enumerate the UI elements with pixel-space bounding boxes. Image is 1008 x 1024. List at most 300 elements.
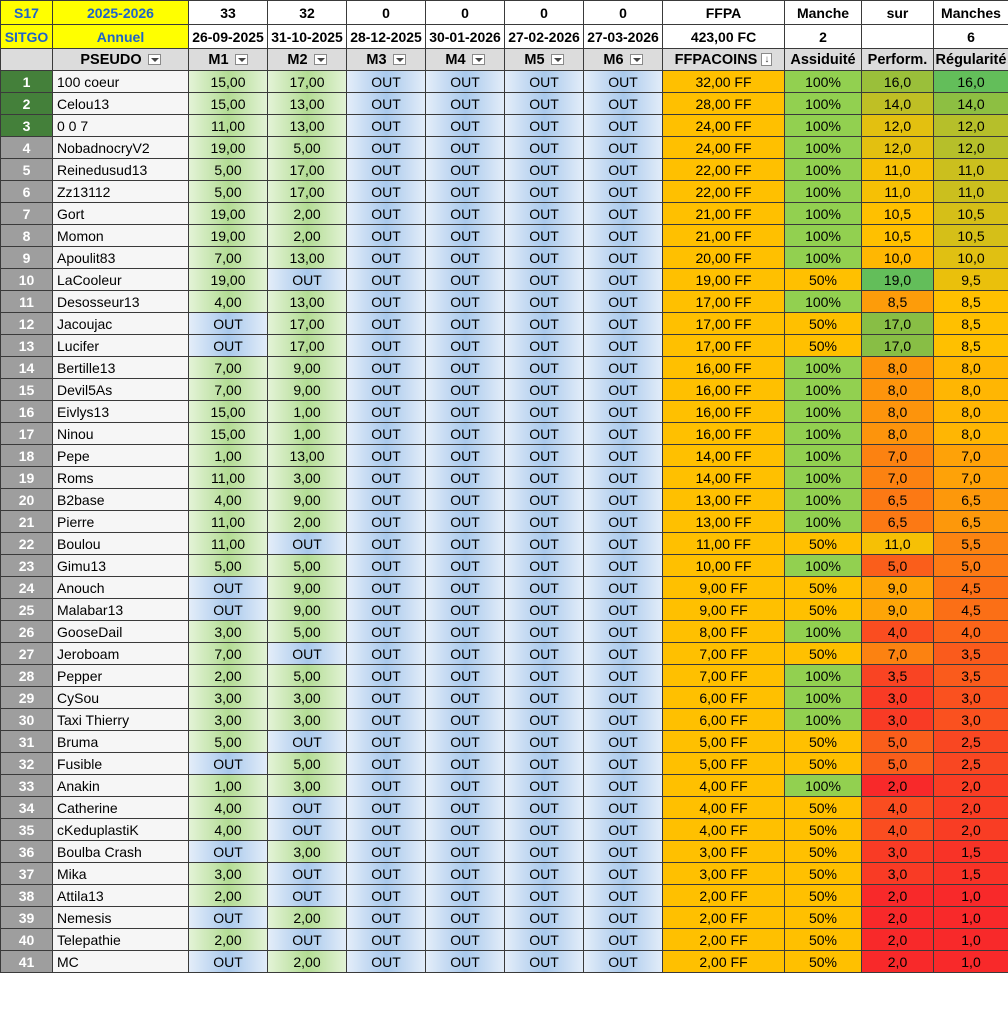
regularite-cell[interactable]: 8,0: [934, 401, 1008, 423]
assiduite-cell[interactable]: 100%: [785, 401, 862, 423]
manche-6-score-cell[interactable]: OUT: [584, 885, 663, 907]
rank-cell[interactable]: 27: [1, 643, 53, 665]
ffpacoins-cell[interactable]: 5,00 FF: [663, 731, 785, 753]
rank-cell[interactable]: 7: [1, 203, 53, 225]
performance-cell[interactable]: 11,0: [862, 159, 934, 181]
manche-3-score-cell[interactable]: OUT: [347, 511, 426, 533]
perform-header[interactable]: Perform.: [862, 49, 934, 71]
manche-2-score-cell[interactable]: 2,00: [268, 203, 347, 225]
assiduite-cell[interactable]: 50%: [785, 951, 862, 973]
m3-date-cell[interactable]: 28-12-2025: [347, 25, 426, 49]
player-name-cell[interactable]: Anouch: [53, 577, 189, 599]
filter-dropdown-icon[interactable]: [314, 54, 327, 65]
manche-3-score-cell[interactable]: OUT: [347, 841, 426, 863]
manche-6-score-cell[interactable]: OUT: [584, 137, 663, 159]
regularite-cell[interactable]: 3,0: [934, 687, 1008, 709]
ffpacoins-cell[interactable]: 28,00 FF: [663, 93, 785, 115]
regularite-cell[interactable]: 10,5: [934, 203, 1008, 225]
manche-4-score-cell[interactable]: OUT: [426, 753, 505, 775]
manche-2-score-cell[interactable]: 2,00: [268, 511, 347, 533]
regularite-cell[interactable]: 4,5: [934, 599, 1008, 621]
player-name-cell[interactable]: Apoulit83: [53, 247, 189, 269]
manche-1-score-cell[interactable]: 7,00: [189, 357, 268, 379]
manche-2-score-cell[interactable]: OUT: [268, 929, 347, 951]
m1-header[interactable]: [189, 49, 268, 71]
manche-5-score-cell[interactable]: OUT: [505, 115, 584, 137]
manche-3-score-cell[interactable]: OUT: [347, 467, 426, 489]
manche-2-score-cell[interactable]: 5,00: [268, 555, 347, 577]
player-name-cell[interactable]: Jacoujac: [53, 313, 189, 335]
manche-3-score-cell[interactable]: OUT: [347, 709, 426, 731]
manche-4-score-cell[interactable]: OUT: [426, 797, 505, 819]
assiduite-cell[interactable]: 50%: [785, 819, 862, 841]
manche-6-score-cell[interactable]: OUT: [584, 951, 663, 973]
regularite-cell[interactable]: 3,5: [934, 665, 1008, 687]
manche-2-score-cell[interactable]: 17,00: [268, 159, 347, 181]
manche-5-score-cell[interactable]: OUT: [505, 951, 584, 973]
assiduite-cell[interactable]: 100%: [785, 357, 862, 379]
m2-date-cell[interactable]: 31-10-2025: [268, 25, 347, 49]
manche-4-score-cell[interactable]: OUT: [426, 841, 505, 863]
regularite-cell[interactable]: 1,0: [934, 929, 1008, 951]
ffpacoins-cell[interactable]: 13,00 FF: [663, 511, 785, 533]
manche-6-score-cell[interactable]: OUT: [584, 335, 663, 357]
manche-1-score-cell[interactable]: 19,00: [189, 269, 268, 291]
regularite-cell[interactable]: 1,0: [934, 951, 1008, 973]
manche-2-score-cell[interactable]: 9,00: [268, 577, 347, 599]
performance-cell[interactable]: 4,0: [862, 819, 934, 841]
ffpacoins-cell[interactable]: 17,00 FF: [663, 313, 785, 335]
manche-3-score-cell[interactable]: OUT: [347, 181, 426, 203]
manche-2-score-cell[interactable]: 5,00: [268, 753, 347, 775]
manche-4-score-cell[interactable]: OUT: [426, 599, 505, 621]
filter-dropdown-icon[interactable]: [630, 54, 643, 65]
manche-5-score-cell[interactable]: OUT: [505, 445, 584, 467]
assiduite-cell[interactable]: 50%: [785, 841, 862, 863]
manche-5-score-cell[interactable]: OUT: [505, 533, 584, 555]
manche-4-score-cell[interactable]: OUT: [426, 533, 505, 555]
manche-6-score-cell[interactable]: OUT: [584, 753, 663, 775]
manche-2-score-cell[interactable]: 17,00: [268, 71, 347, 93]
manche-5-score-cell[interactable]: OUT: [505, 203, 584, 225]
player-name-cell[interactable]: Eivlys13: [53, 401, 189, 423]
manche-2-score-cell[interactable]: 17,00: [268, 313, 347, 335]
ffpacoins-cell[interactable]: 6,00 FF: [663, 709, 785, 731]
manche-6-score-cell[interactable]: OUT: [584, 379, 663, 401]
manche-4-score-cell[interactable]: OUT: [426, 335, 505, 357]
ffpacoins-cell[interactable]: 21,00 FF: [663, 225, 785, 247]
player-name-cell[interactable]: Celou13: [53, 93, 189, 115]
assiduite-cell[interactable]: 50%: [785, 753, 862, 775]
manche-3-score-cell[interactable]: OUT: [347, 137, 426, 159]
filter-dropdown-icon[interactable]: [148, 54, 161, 65]
m5-header[interactable]: [505, 49, 584, 71]
manche-6-score-cell[interactable]: OUT: [584, 291, 663, 313]
manche-2-score-cell[interactable]: OUT: [268, 819, 347, 841]
manche-2-score-cell[interactable]: 5,00: [268, 621, 347, 643]
player-name-cell[interactable]: Zz13112: [53, 181, 189, 203]
manche-3-score-cell[interactable]: OUT: [347, 489, 426, 511]
performance-cell[interactable]: 8,0: [862, 357, 934, 379]
ffpacoins-cell[interactable]: 9,00 FF: [663, 599, 785, 621]
ffpacoins-cell[interactable]: 3,00 FF: [663, 863, 785, 885]
regularite-cell[interactable]: 2,5: [934, 731, 1008, 753]
player-name-cell[interactable]: Taxi Thierry: [53, 709, 189, 731]
manche-3-score-cell[interactable]: OUT: [347, 665, 426, 687]
manche-6-score-cell[interactable]: OUT: [584, 423, 663, 445]
manche-4-score-cell[interactable]: OUT: [426, 93, 505, 115]
manche-4-score-cell[interactable]: OUT: [426, 775, 505, 797]
total-coins-cell[interactable]: 423,00 FC: [663, 25, 785, 49]
regularite-cell[interactable]: 3,5: [934, 643, 1008, 665]
ffpacoins-cell[interactable]: 7,00 FF: [663, 643, 785, 665]
rank-cell[interactable]: 14: [1, 357, 53, 379]
manche-5-score-cell[interactable]: OUT: [505, 621, 584, 643]
rank-cell[interactable]: 29: [1, 687, 53, 709]
manche-1-score-cell[interactable]: 2,00: [189, 929, 268, 951]
regularite-cell[interactable]: 6,5: [934, 511, 1008, 533]
manche-1-score-cell[interactable]: 15,00: [189, 423, 268, 445]
manche-2-score-cell[interactable]: 13,00: [268, 247, 347, 269]
manche-5-score-cell[interactable]: OUT: [505, 753, 584, 775]
manche-4-score-cell[interactable]: OUT: [426, 423, 505, 445]
manche-1-score-cell[interactable]: 3,00: [189, 687, 268, 709]
player-name-cell[interactable]: Malabar13: [53, 599, 189, 621]
manche-1-score-cell[interactable]: 15,00: [189, 93, 268, 115]
manche-6-score-cell[interactable]: OUT: [584, 203, 663, 225]
manche-6-score-cell[interactable]: OUT: [584, 159, 663, 181]
manche-6-score-cell[interactable]: OUT: [584, 775, 663, 797]
manche-5-score-cell[interactable]: OUT: [505, 225, 584, 247]
manche-2-score-cell[interactable]: 3,00: [268, 841, 347, 863]
assiduite-cell[interactable]: 100%: [785, 181, 862, 203]
regularite-cell[interactable]: 3,0: [934, 709, 1008, 731]
manche-2-score-cell[interactable]: OUT: [268, 797, 347, 819]
performance-cell[interactable]: 17,0: [862, 313, 934, 335]
manche-2-score-cell[interactable]: 3,00: [268, 467, 347, 489]
manche-6-score-cell[interactable]: OUT: [584, 665, 663, 687]
manche-2-score-cell[interactable]: 13,00: [268, 291, 347, 313]
performance-cell[interactable]: 9,0: [862, 599, 934, 621]
performance-cell[interactable]: 10,0: [862, 247, 934, 269]
assiduite-cell[interactable]: 50%: [785, 731, 862, 753]
manche-5-score-cell[interactable]: OUT: [505, 577, 584, 599]
rank-cell[interactable]: 37: [1, 863, 53, 885]
regularite-cell[interactable]: 2,5: [934, 753, 1008, 775]
performance-cell[interactable]: 3,0: [862, 709, 934, 731]
manche-1-score-cell[interactable]: 11,00: [189, 533, 268, 555]
player-name-cell[interactable]: Ninou: [53, 423, 189, 445]
manche-4-score-cell[interactable]: OUT: [426, 577, 505, 599]
ffpacoins-cell[interactable]: 22,00 FF: [663, 159, 785, 181]
manche-5-score-cell[interactable]: OUT: [505, 137, 584, 159]
manche-4-score-cell[interactable]: OUT: [426, 951, 505, 973]
manche-6-score-cell[interactable]: OUT: [584, 93, 663, 115]
regularite-cell[interactable]: 1,5: [934, 841, 1008, 863]
manche-5-score-cell[interactable]: OUT: [505, 929, 584, 951]
manche-4-score-cell[interactable]: OUT: [426, 709, 505, 731]
manche-6-score-cell[interactable]: OUT: [584, 643, 663, 665]
manche-2-score-cell[interactable]: 17,00: [268, 335, 347, 357]
manche-1-score-cell[interactable]: OUT: [189, 313, 268, 335]
player-name-cell[interactable]: Bruma: [53, 731, 189, 753]
performance-cell[interactable]: 5,0: [862, 555, 934, 577]
manche-2-score-cell[interactable]: 13,00: [268, 93, 347, 115]
assiduite-cell[interactable]: 100%: [785, 621, 862, 643]
manche-1-score-cell[interactable]: 1,00: [189, 775, 268, 797]
rank-cell[interactable]: 38: [1, 885, 53, 907]
assiduite-cell[interactable]: 100%: [785, 687, 862, 709]
manche-1-score-cell[interactable]: 11,00: [189, 511, 268, 533]
assiduite-cell[interactable]: 50%: [785, 533, 862, 555]
manche-3-score-cell[interactable]: OUT: [347, 203, 426, 225]
regularite-cell[interactable]: 11,0: [934, 181, 1008, 203]
manche-3-score-cell[interactable]: OUT: [347, 247, 426, 269]
filter-dropdown-icon[interactable]: [551, 54, 564, 65]
manche-6-score-cell[interactable]: OUT: [584, 313, 663, 335]
m1-count-cell[interactable]: 33: [189, 1, 268, 25]
manche-5-score-cell[interactable]: OUT: [505, 93, 584, 115]
manche-1-score-cell[interactable]: 15,00: [189, 71, 268, 93]
manche-6-score-cell[interactable]: OUT: [584, 225, 663, 247]
player-name-cell[interactable]: Boulba Crash: [53, 841, 189, 863]
manche-1-score-cell[interactable]: 19,00: [189, 203, 268, 225]
manche-1-score-cell[interactable]: 19,00: [189, 137, 268, 159]
performance-cell[interactable]: 8,0: [862, 379, 934, 401]
performance-cell[interactable]: 10,5: [862, 225, 934, 247]
manche-6-score-cell[interactable]: OUT: [584, 929, 663, 951]
manche-2-score-cell[interactable]: 5,00: [268, 137, 347, 159]
performance-cell[interactable]: 6,5: [862, 511, 934, 533]
ffpacoins-cell[interactable]: 24,00 FF: [663, 115, 785, 137]
manche-4-score-cell[interactable]: OUT: [426, 885, 505, 907]
manche-3-score-cell[interactable]: OUT: [347, 687, 426, 709]
rank-cell[interactable]: 3: [1, 115, 53, 137]
rank-cell[interactable]: 31: [1, 731, 53, 753]
ffpacoins-cell[interactable]: 2,00 FF: [663, 929, 785, 951]
player-name-cell[interactable]: cKeduplastiK: [53, 819, 189, 841]
regularite-cell[interactable]: 8,5: [934, 291, 1008, 313]
m4-date-cell[interactable]: 30-01-2026: [426, 25, 505, 49]
performance-cell[interactable]: 16,0: [862, 71, 934, 93]
manche-4-score-cell[interactable]: OUT: [426, 181, 505, 203]
m4-header[interactable]: [426, 49, 505, 71]
manche-5-score-cell[interactable]: OUT: [505, 269, 584, 291]
manche-4-score-cell[interactable]: OUT: [426, 115, 505, 137]
m6-date-cell[interactable]: 27-03-2026: [584, 25, 663, 49]
manche-1-score-cell[interactable]: 5,00: [189, 159, 268, 181]
manche-5-score-cell[interactable]: OUT: [505, 313, 584, 335]
rank-cell[interactable]: 32: [1, 753, 53, 775]
manche-6-score-cell[interactable]: OUT: [584, 489, 663, 511]
manche-3-score-cell[interactable]: OUT: [347, 335, 426, 357]
manche-1-score-cell[interactable]: OUT: [189, 951, 268, 973]
manche-3-score-cell[interactable]: OUT: [347, 423, 426, 445]
manche-1-score-cell[interactable]: 5,00: [189, 555, 268, 577]
performance-cell[interactable]: 2,0: [862, 885, 934, 907]
event-type-cell[interactable]: SITGO: [1, 25, 53, 49]
ffpacoins-cell[interactable]: 19,00 FF: [663, 269, 785, 291]
rank-cell[interactable]: 41: [1, 951, 53, 973]
player-name-cell[interactable]: LaCooleur: [53, 269, 189, 291]
manche-2-score-cell[interactable]: 1,00: [268, 423, 347, 445]
assiduite-cell[interactable]: 100%: [785, 775, 862, 797]
manche-6-score-cell[interactable]: OUT: [584, 731, 663, 753]
manche-3-score-cell[interactable]: OUT: [347, 533, 426, 555]
manche-2-score-cell[interactable]: OUT: [268, 863, 347, 885]
regularite-cell[interactable]: 9,5: [934, 269, 1008, 291]
manche-1-score-cell[interactable]: 4,00: [189, 819, 268, 841]
filter-dropdown-icon[interactable]: [472, 54, 485, 65]
manche-1-score-cell[interactable]: 7,00: [189, 643, 268, 665]
assiduite-cell[interactable]: 50%: [785, 269, 862, 291]
ffpacoins-cell[interactable]: 2,00 FF: [663, 951, 785, 973]
manche-5-score-cell[interactable]: OUT: [505, 775, 584, 797]
manche-2-score-cell[interactable]: OUT: [268, 269, 347, 291]
player-name-cell[interactable]: Jeroboam: [53, 643, 189, 665]
player-name-cell[interactable]: GooseDail: [53, 621, 189, 643]
manche-2-score-cell[interactable]: 13,00: [268, 445, 347, 467]
manche-6-score-cell[interactable]: OUT: [584, 181, 663, 203]
manche-5-score-cell[interactable]: OUT: [505, 819, 584, 841]
manche-title-cell[interactable]: Manche: [785, 1, 862, 25]
manche-1-score-cell[interactable]: 19,00: [189, 225, 268, 247]
ffpacoins-cell[interactable]: 16,00 FF: [663, 357, 785, 379]
manche-5-score-cell[interactable]: OUT: [505, 489, 584, 511]
performance-cell[interactable]: 7,0: [862, 643, 934, 665]
ffpacoins-cell[interactable]: 2,00 FF: [663, 885, 785, 907]
performance-cell[interactable]: 11,0: [862, 533, 934, 555]
player-name-cell[interactable]: Telepathie: [53, 929, 189, 951]
manche-2-score-cell[interactable]: 2,00: [268, 907, 347, 929]
performance-cell[interactable]: 10,5: [862, 203, 934, 225]
season-cell[interactable]: 2025-2026: [53, 1, 189, 25]
manche-2-score-cell[interactable]: 1,00: [268, 401, 347, 423]
manche-5-score-cell[interactable]: OUT: [505, 335, 584, 357]
manche-5-score-cell[interactable]: OUT: [505, 291, 584, 313]
manche-1-score-cell[interactable]: 4,00: [189, 489, 268, 511]
manche-4-score-cell[interactable]: OUT: [426, 269, 505, 291]
assiduite-cell[interactable]: 50%: [785, 313, 862, 335]
performance-cell[interactable]: 12,0: [862, 115, 934, 137]
manche-1-score-cell[interactable]: 5,00: [189, 181, 268, 203]
manche-3-score-cell[interactable]: OUT: [347, 731, 426, 753]
manche-5-score-cell[interactable]: OUT: [505, 687, 584, 709]
manche-2-score-cell[interactable]: 2,00: [268, 951, 347, 973]
performance-cell[interactable]: 4,0: [862, 797, 934, 819]
performance-cell[interactable]: 14,0: [862, 93, 934, 115]
ffpacoins-cell[interactable]: 11,00 FF: [663, 533, 785, 555]
manche-3-score-cell[interactable]: OUT: [347, 599, 426, 621]
performance-cell[interactable]: 3,5: [862, 665, 934, 687]
ffpacoins-cell[interactable]: 16,00 FF: [663, 379, 785, 401]
manche-6-score-cell[interactable]: OUT: [584, 577, 663, 599]
performance-cell[interactable]: 2,0: [862, 951, 934, 973]
m3-header[interactable]: [347, 49, 426, 71]
manche-2-score-cell[interactable]: 13,00: [268, 115, 347, 137]
assiduite-cell[interactable]: 100%: [785, 511, 862, 533]
rank-cell[interactable]: 11: [1, 291, 53, 313]
player-name-cell[interactable]: Pepe: [53, 445, 189, 467]
manche-4-score-cell[interactable]: OUT: [426, 929, 505, 951]
manche-1-score-cell[interactable]: 3,00: [189, 863, 268, 885]
rank-cell[interactable]: 21: [1, 511, 53, 533]
rank-cell[interactable]: 12: [1, 313, 53, 335]
manche-2-score-cell[interactable]: OUT: [268, 731, 347, 753]
regularite-header[interactable]: Régularité: [934, 49, 1008, 71]
assiduite-cell[interactable]: 50%: [785, 885, 862, 907]
manche-3-score-cell[interactable]: OUT: [347, 401, 426, 423]
ffpacoins-cell[interactable]: 3,00 FF: [663, 841, 785, 863]
manche-6-score-cell[interactable]: OUT: [584, 401, 663, 423]
manche-4-score-cell[interactable]: OUT: [426, 247, 505, 269]
manche-3-score-cell[interactable]: OUT: [347, 225, 426, 247]
manche-3-score-cell[interactable]: OUT: [347, 753, 426, 775]
player-name-cell[interactable]: Mika: [53, 863, 189, 885]
rank-cell[interactable]: 8: [1, 225, 53, 247]
player-name-cell[interactable]: Lucifer: [53, 335, 189, 357]
performance-cell[interactable]: 7,0: [862, 445, 934, 467]
player-name-cell[interactable]: Pepper: [53, 665, 189, 687]
rank-cell[interactable]: 16: [1, 401, 53, 423]
ffpacoins-cell[interactable]: 9,00 FF: [663, 577, 785, 599]
manche-5-score-cell[interactable]: OUT: [505, 709, 584, 731]
performance-cell[interactable]: 7,0: [862, 467, 934, 489]
manche-3-score-cell[interactable]: OUT: [347, 93, 426, 115]
player-name-cell[interactable]: MC: [53, 951, 189, 973]
manche-6-score-cell[interactable]: OUT: [584, 841, 663, 863]
manche-4-score-cell[interactable]: OUT: [426, 511, 505, 533]
manche-6-score-cell[interactable]: OUT: [584, 797, 663, 819]
rank-cell[interactable]: 34: [1, 797, 53, 819]
assiduite-cell[interactable]: 100%: [785, 423, 862, 445]
manche-1-score-cell[interactable]: 4,00: [189, 797, 268, 819]
regularite-cell[interactable]: 2,0: [934, 797, 1008, 819]
m2-header[interactable]: [268, 49, 347, 71]
regularite-cell[interactable]: 8,0: [934, 423, 1008, 445]
regularite-cell[interactable]: 5,0: [934, 555, 1008, 577]
assiduite-cell[interactable]: 100%: [785, 665, 862, 687]
manche-1-score-cell[interactable]: 2,00: [189, 665, 268, 687]
ffpacoins-cell[interactable]: 20,00 FF: [663, 247, 785, 269]
assiduite-cell[interactable]: 50%: [785, 577, 862, 599]
manche-3-score-cell[interactable]: OUT: [347, 313, 426, 335]
sort-descending-icon[interactable]: ↓: [761, 53, 772, 66]
manche-1-score-cell[interactable]: OUT: [189, 753, 268, 775]
rank-cell[interactable]: 20: [1, 489, 53, 511]
manche-5-score-cell[interactable]: OUT: [505, 731, 584, 753]
manche-6-score-cell[interactable]: OUT: [584, 511, 663, 533]
regularite-cell[interactable]: 2,0: [934, 819, 1008, 841]
manche-1-score-cell[interactable]: OUT: [189, 577, 268, 599]
manche-6-score-cell[interactable]: OUT: [584, 709, 663, 731]
manche-4-score-cell[interactable]: OUT: [426, 357, 505, 379]
regularite-cell[interactable]: 7,0: [934, 445, 1008, 467]
rank-cell[interactable]: 39: [1, 907, 53, 929]
ffpacoins-cell[interactable]: 4,00 FF: [663, 819, 785, 841]
assiduite-cell[interactable]: 100%: [785, 71, 862, 93]
ffpacoins-cell[interactable]: 10,00 FF: [663, 555, 785, 577]
player-name-cell[interactable]: Roms: [53, 467, 189, 489]
manche-3-score-cell[interactable]: OUT: [347, 357, 426, 379]
player-name-cell[interactable]: Devil5As: [53, 379, 189, 401]
manche-1-score-cell[interactable]: 2,00: [189, 885, 268, 907]
assiduite-cell[interactable]: 50%: [785, 863, 862, 885]
manche-2-score-cell[interactable]: OUT: [268, 643, 347, 665]
rank-cell[interactable]: 18: [1, 445, 53, 467]
rank-cell[interactable]: 28: [1, 665, 53, 687]
period-cell[interactable]: Annuel: [53, 25, 189, 49]
